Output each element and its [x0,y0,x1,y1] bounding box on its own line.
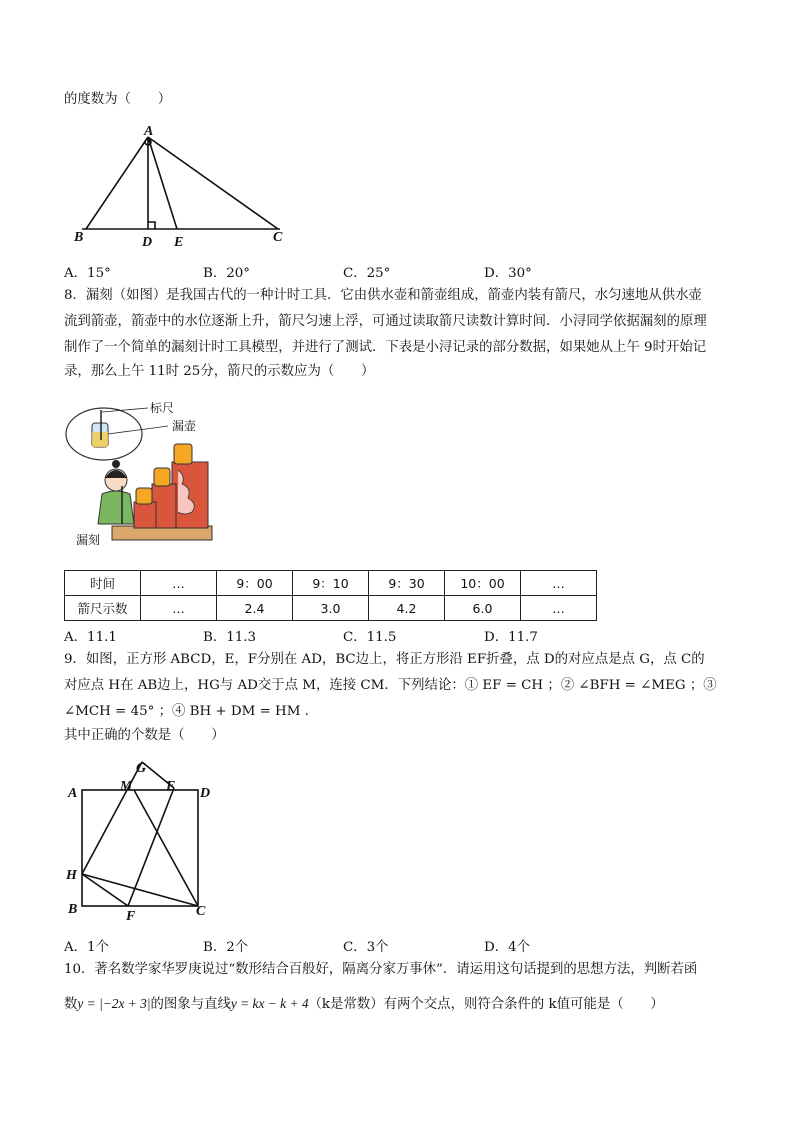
table-cell: 9：00 [217,571,293,596]
q9-option-a: A．1个 [64,940,109,955]
q7-label-e: E [174,235,184,250]
q9-label-f: F [126,909,136,922]
q10-line-1: 10．著名数学家华罗庚说过“数形结合百般好，隔离分家万事休”．请运用这句话提到的思想方法，判断若函 [64,962,698,977]
q9-label-h: H [66,868,77,883]
table-cell: 箭尺示数 [65,596,141,621]
table-cell: 时间 [65,571,141,596]
q10-formula-abs: y = |−2x + 3| [77,996,151,1011]
table-cell: 2.4 [217,596,293,621]
q7-stem-tail: 的度数为（ ） [64,92,172,107]
q8-option-b: B．11.3 [203,630,257,645]
q8-line-4: 录，那么上午 11时 25分，箭尺的示数应为（ ） [64,364,375,379]
q9-square-figure [62,758,222,922]
q9-label-d: D [200,786,211,801]
q9-line-2: 对应点 H在 AB边上，HG与 AD交于点 M，连接 CM．下列结论：① EF = CH ；② ∠BFH = ∠MEG ；③ [64,678,717,693]
q8-figure-caption: 漏刻 [76,533,101,547]
q9-option-d: D．4个 [484,940,531,955]
table-cell: 4.2 [369,596,445,621]
q7-option-c: C．25° [343,266,391,281]
q7-option-b: B．20° [203,266,250,281]
q10-suffix: （k是常数）有两个交点，则符合条件的 k值可能是（ ） [308,997,664,1012]
table-row [65,596,597,621]
q9-option-c: C．3个 [343,940,389,955]
table-cell: 6.0 [445,596,521,621]
q8-label-louhu: 漏壶 [172,419,197,433]
table-cell: … [521,571,597,596]
q7-option-a: A．15° [64,266,111,281]
q8-option-c: C．11.5 [343,630,397,645]
q8-option-a: A．11.1 [64,630,117,645]
q9-line-3: ∠MCH = 45° ；④ BH + DM = HM ． [64,704,319,719]
q10-formula-line: y = kx − k + 4 [230,996,309,1011]
q7-label-d: D [142,235,153,250]
table-cell: 3.0 [293,596,369,621]
q9-label-a: A [68,786,78,801]
q8-louke-illustration [62,398,222,550]
q9-label-e: E [166,779,176,794]
q10-prefix: 数 [64,997,78,1012]
table-cell: 9：10 [293,571,369,596]
q8-option-d: D．11.7 [484,630,538,645]
q8-line-2: 流到箭壶，箭壶中的水位逐渐上升，箭尺匀速上浮，可通过读取箭尺读数计算时间．小浔同学依据漏刻的原理 [64,314,707,329]
q9-label-m: M [120,779,133,794]
q8-line-1: 8．漏刻（如图）是我国古代的一种计时工具．它由供水壶和箭壶组成，箭壶内装有箭尺，水匀速地从供水壶 [64,288,702,303]
q8-data-table [64,570,597,621]
table-cell: … [141,571,217,596]
q9-line-4: 其中正确的个数是（ ） [64,728,225,743]
q10-line-2 [64,994,664,1015]
table-cell: 9：30 [369,571,445,596]
table-row [65,571,597,596]
q9-line-1: 9．如图，正方形 ABCD，E，F分别在 AD，BC边上，将正方形沿 EF折叠，点 D的对应点是点 G，点 C的 [64,652,705,667]
q7-label-a: A [144,124,154,139]
table-cell: 10：00 [445,571,521,596]
table-cell: … [521,596,597,621]
table-cell: … [141,596,217,621]
q9-label-c: C [196,904,206,919]
q10-mid: 的图象与直线 [150,997,231,1012]
q7-label-c: C [273,230,283,245]
q9-label-g: G [136,761,147,776]
q7-option-d: D．30° [484,266,532,281]
q8-line-3: 制作了一个简单的漏刻计时工具模型，并进行了测试．下表是小浔记录的部分数据，如果她从上午 9时开始记 [64,340,707,355]
q8-label-biaochi: 标尺 [150,401,175,415]
q9-option-b: B．2个 [203,940,249,955]
q7-triangle-figure [70,122,300,250]
q9-label-b: B [68,902,78,917]
q7-label-b: B [74,230,84,245]
